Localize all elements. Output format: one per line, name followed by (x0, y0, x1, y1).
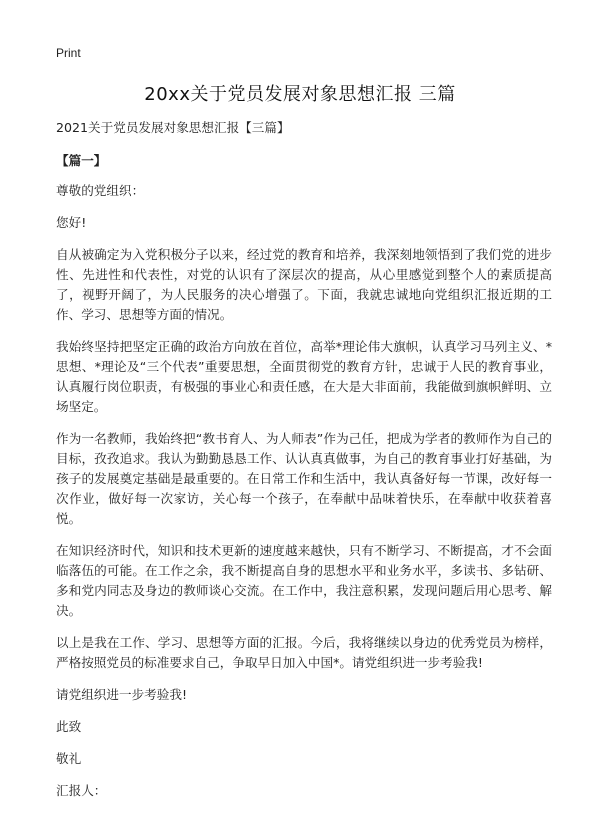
document-subtitle: 2021关于党员发展对象思想汇报【三篇】 (56, 120, 290, 135)
reporter-label: 汇报人： (56, 783, 107, 798)
document-body (56, 118, 552, 813)
greeting: 您好! (56, 215, 87, 230)
paragraph: 在知识经济时代，知识和技术更新的速度越来越快，只有不断学习、不断提高，才不会面临落伍的可能。在工作之余，我不断提高自身的思想水平和业务水平，多读书、多钻研、多和党内同志及身边的教师谈心交流。在工作中，我注意积累，发现问题后用心思考、解决。 (56, 543, 552, 618)
print-link[interactable]: Print (56, 46, 81, 60)
paragraph: 我始终坚持把坚定正确的政治方向放在首位，高举*理论伟大旗帜，认真学习马列主义、*思想、*理论及“三个代表”重要思想，全面贯彻党的教育方针，忠诚于人民的教育事业，认真履行岗位职责，有极强的事业心和责任感，在大是大非面前，我能做到旗帜鲜明、立场坚定。 (56, 339, 552, 414)
paragraph: 以上是我在工作、学习、思想等方面的汇报。今后，我将继续以身边的优秀党员为榜样，严格按照党员的标准要求自己，争取早日加入中国*。请党组织进一步考验我! (56, 635, 552, 670)
page-title: 20xx关于党员发展对象思想汇报 三篇 (144, 84, 456, 105)
paragraph: 作为一名教师，我始终把“教书育人、为人师表”作为己任，把成为学者的教师作为自己的目标，孜孜追求。我认为勤勤恳恳工作、认认真真做事，为自己的教育事业打好基础，为孩子的发展奠定基础是最重要的。在日常工作和生活中，我认真备好每一节课，改好每一次作业，做好每一次家访，关心每一个孩子，在奉献中品味着快乐，在奉献中收获着喜悦。 (56, 431, 552, 526)
paragraph: 自从被确定为入党积极分子以来，经过党的教育和培养，我深刻地领悟到了我们党的进步性、先进性和代表性，对党的认识有了深层次的提高，从心里感觉到整个人的素质提高了，视野开阔了，为人民服务的决心增强了。下面，我就忠诚地向党组织汇报近期的工作、学习、思想等方面的情况。 (56, 247, 552, 322)
closing-line-2: 敬礼 (56, 751, 82, 766)
section-heading: 【篇一】 (56, 153, 107, 168)
closing-request: 请党组织进一步考验我! (56, 687, 187, 702)
salutation: 尊敬的党组织： (56, 183, 145, 198)
closing-line-1: 此致 (56, 719, 82, 734)
